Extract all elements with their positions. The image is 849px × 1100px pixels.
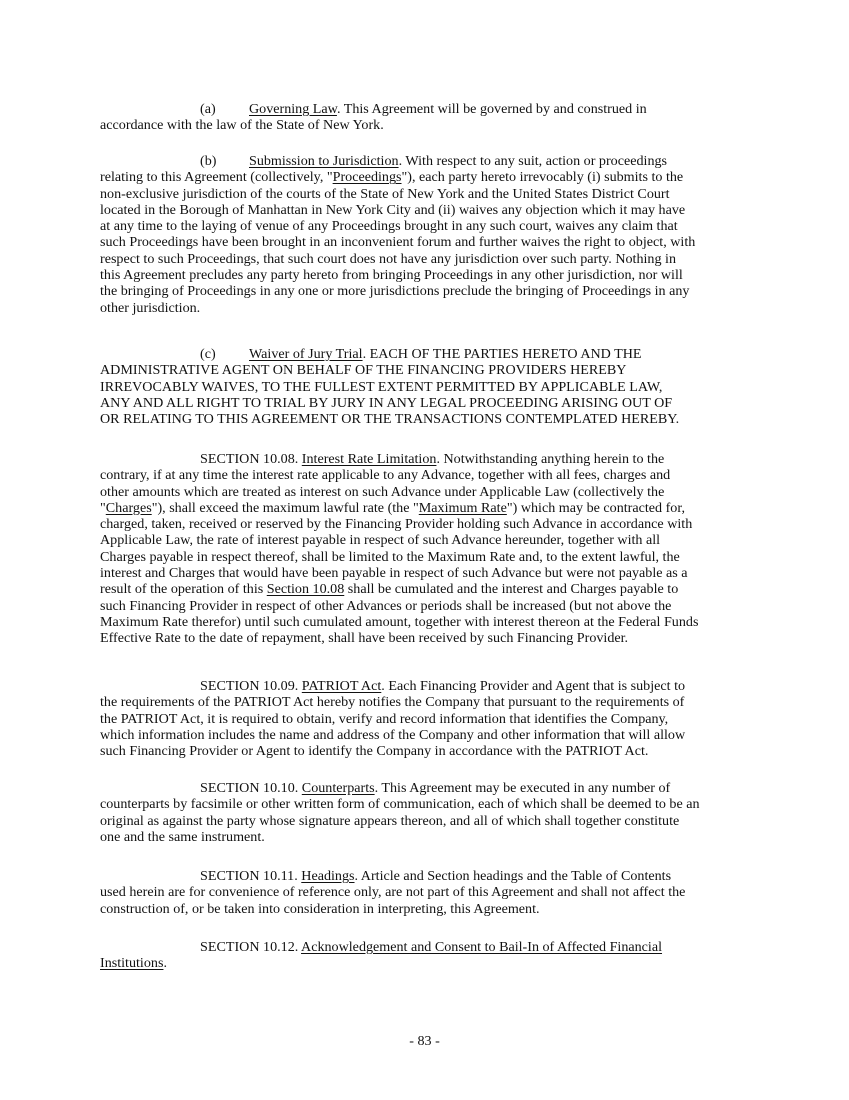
paragraph-line — [100, 500, 750, 516]
text-run: "), each party hereto irrevocably (i) submits to the — [401, 169, 684, 186]
section-10-09 — [100, 678, 750, 759]
section-heading-continued: Institutions — [100, 955, 164, 972]
paragraph-line: interest and Charges that would have been payable in respect of such Advance but were not payable as a — [100, 565, 688, 582]
paragraph-line: the bringing of Proceedings in any one or more jurisdictions preclude the bringing of Proceedings in any — [100, 283, 690, 300]
text-run: result of the operation of this — [100, 581, 267, 598]
section-heading: Headings — [301, 868, 355, 884]
paragraph-line: ADMINISTRATIVE AGENT ON BEHALF OF THE FINANCING PROVIDERS HEREBY — [100, 362, 627, 379]
paragraph-marker: (c) — [200, 346, 216, 362]
paragraph-line: Maximum Rate therefor) until such cumulated amount, together with interest thereon at the Federal Funds — [100, 613, 699, 630]
paragraph-line: ANY AND ALL RIGHT TO TRIAL BY JURY IN ANY LEGAL PROCEEDING ARISING OUT OF — [100, 394, 673, 411]
paragraph-line: counterparts by facsimile or other written form of communication, each of which shall be deemed to be an — [100, 796, 700, 813]
paragraph-line: used herein are for convenience of reference only, are not part of this Agreement and shall not affect the — [100, 884, 686, 901]
paragraph-line: such Financing Provider in respect of other Advances or periods shall be increased (but not above the — [100, 597, 672, 614]
section-label: SECTION 10.09. — [200, 678, 299, 694]
text-run: . With respect to any suit, action or proceedings — [398, 153, 668, 169]
paragraph-line: which information includes the name and address of the Company and other information that will allow — [100, 726, 686, 743]
paragraph-line: charged, taken, received or reserved by the Financing Provider holding such Advance in accordance with — [100, 516, 693, 533]
paragraph-line — [100, 153, 750, 169]
text-run: . — [163, 955, 167, 972]
paragraph-line: non-exclusive jurisdiction of the courts of the State of New York and the United States District Court — [100, 185, 670, 202]
paragraph-governing-law — [100, 101, 750, 134]
section-label: SECTION 10.08. — [200, 451, 299, 467]
section-10-08 — [100, 451, 750, 647]
defined-term: Charges — [105, 499, 152, 516]
text-run: . This Agreement will be governed by and construed in — [336, 101, 647, 117]
paragraph-line: the requirements of the PATRIOT Act hereby notifies the Company that pursuant to the requirements of — [100, 694, 685, 711]
paragraph-line — [100, 939, 750, 955]
paragraph-line — [100, 868, 750, 884]
paragraph-marker: (b) — [200, 153, 217, 169]
paragraph-line — [100, 780, 750, 796]
section-10-11 — [100, 868, 750, 917]
paragraph-line — [100, 101, 750, 117]
section-heading: Acknowledgement and Consent to Bail-In of Affected Financial — [301, 939, 663, 955]
section-heading: Interest Rate Limitation — [301, 451, 437, 467]
paragraph-line: original as against the party whose signature appears thereon, and all of which shall together constitute — [100, 812, 680, 829]
text-run: shall be cumulated and the interest and Charges payable to — [344, 581, 679, 598]
text-run: . Notwithstanding anything herein to the — [436, 451, 665, 467]
paragraph-line — [100, 451, 750, 467]
defined-term: Proceedings — [332, 169, 402, 186]
paragraph-line — [100, 678, 750, 694]
section-label: SECTION 10.10. — [200, 780, 299, 796]
text-run: "), shall exceed the maximum lawful rate (the " — [151, 499, 419, 516]
text-run: . Article and Section headings and the Table of Contents — [354, 868, 672, 884]
section-10-12 — [100, 939, 750, 972]
defined-term: Maximum Rate — [418, 499, 507, 516]
text-run: . Each Financing Provider and Agent that is subject to — [381, 678, 686, 694]
paragraph-line: other amounts which are treated as interest on such Advance under Applicable Law (collectively the — [100, 483, 665, 500]
paragraph-line: such Financing Provider or Agent to identify the Company in accordance with the PATRIOT Act. — [100, 743, 649, 760]
paragraph-submission-to-jurisdiction — [100, 153, 750, 316]
section-heading: PATRIOT Act — [301, 678, 382, 694]
section-heading: Governing Law — [249, 101, 337, 117]
paragraph-line — [100, 955, 750, 971]
paragraph-line — [100, 169, 750, 185]
section-heading: Waiver of Jury Trial — [249, 346, 363, 362]
section-heading: Submission to Jurisdiction — [249, 153, 399, 169]
section-label: SECTION 10.11. — [200, 868, 298, 884]
paragraph-line: contrary, if at any time the interest rate applicable to any Advance, together with all fees, charges and — [100, 467, 671, 484]
section-reference: Section 10.08 — [266, 581, 345, 598]
paragraph-line: at any time to the laying of venue of any Proceedings brought in any such court, waives any claim that — [100, 218, 678, 235]
section-heading: Counterparts — [301, 780, 375, 796]
text-run: " — [100, 499, 106, 516]
paragraph-line: accordance with the law of the State of New York. — [100, 117, 384, 134]
paragraph-line: Effective Rate to the date of repayment, shall have been received by such Financing Provider. — [100, 630, 629, 647]
text-run: relating to this Agreement (collectively, " — [100, 169, 333, 186]
section-10-10 — [100, 780, 750, 845]
text-run: . EACH OF THE PARTIES HERETO AND THE — [362, 346, 642, 362]
paragraph-line: such Proceedings have been brought in an inconvenient forum and further waives the right to object, with — [100, 234, 696, 251]
paragraph-line: OR RELATING TO THIS AGREEMENT OR THE TRANSACTIONS CONTEMPLATED HEREBY. — [100, 411, 680, 428]
paragraph-line: Applicable Law, the rate of interest payable in respect of such Advance hereunder, together with all — [100, 532, 661, 549]
paragraph-line: this Agreement precludes any party hereto from bringing Proceedings in any other jurisdiction, nor will — [100, 267, 683, 284]
paragraph-line: other jurisdiction. — [100, 299, 201, 316]
text-run: ") which may be contracted for, — [506, 499, 685, 516]
page-number: - 83 - — [409, 1033, 440, 1049]
paragraph-line: Charges payable in respect thereof, shall be limited to the Maximum Rate and, to the extent lawful, the — [100, 548, 680, 565]
section-label: SECTION 10.12. — [200, 939, 299, 955]
paragraph-line: construction of, or be taken into consideration in interpreting, this Agreement. — [100, 900, 540, 917]
paragraph-line — [100, 346, 750, 362]
paragraph-line: respect to such Proceedings, that such court does not have any jurisdiction over such party. Nothing in — [100, 250, 677, 267]
paragraph-line — [100, 581, 750, 597]
text-run: . This Agreement may be executed in any number of — [374, 780, 671, 796]
paragraph-line: located in the Borough of Manhattan in New York City and (ii) waives any objection which it may have — [100, 201, 686, 218]
paragraph-waiver-of-jury-trial — [100, 346, 750, 427]
paragraph-line: the PATRIOT Act, it is required to obtain, verify and record information that identifies the Company, — [100, 710, 669, 727]
paragraph-line: one and the same instrument. — [100, 828, 265, 845]
paragraph-line: IRREVOCABLY WAIVES, TO THE FULLEST EXTENT PERMITTED BY APPLICABLE LAW, — [100, 378, 663, 395]
paragraph-marker: (a) — [200, 101, 216, 117]
